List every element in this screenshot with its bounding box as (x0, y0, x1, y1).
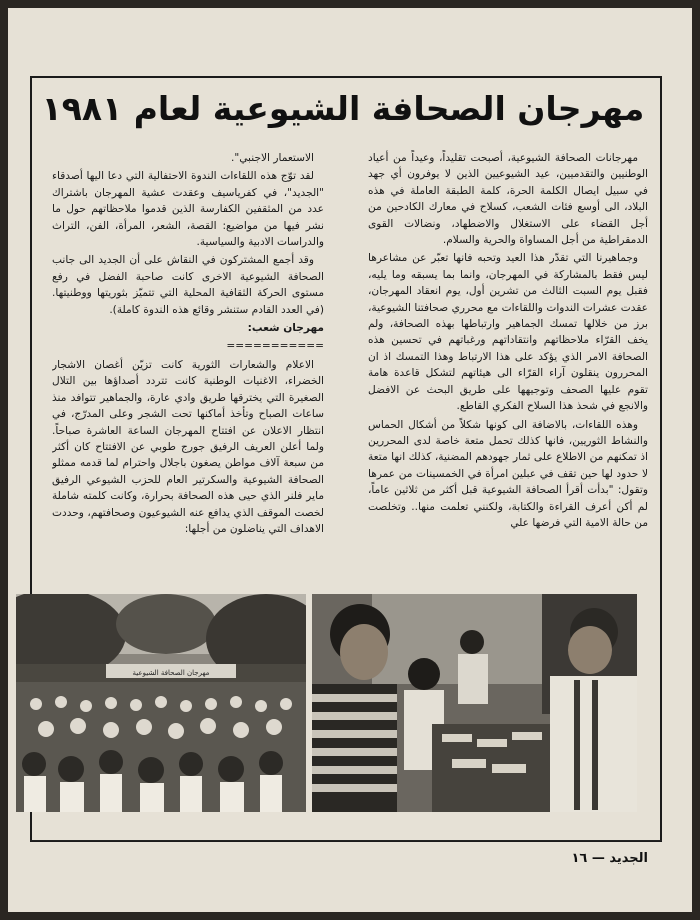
paragraph: وقد أجمع المشتركون في النقاش على أن الجديد الى جانب الصحافة الشيوعية الاخرى كانت صاحبة الفضل في رفع مستوى الحركة الثقافية المحلية التي تتميّز بثوريتها ووطنيتها. (في العدد القادم ستنشر وقائع هذه الندوة كاملة). (52, 254, 324, 316)
magazine-page (8, 8, 692, 912)
photo-crowd (16, 594, 306, 812)
section-title: مهرجان شعب: (247, 322, 324, 335)
section-rule: =========== (226, 340, 324, 353)
banner-text: مهرجان الصحافة الشيوعية (132, 669, 210, 677)
crowd-photo-image (16, 594, 306, 812)
photo-bookstall (312, 594, 637, 812)
footer-divider (30, 840, 662, 841)
article-column-left (52, 150, 324, 576)
paragraph: وهذه اللقاءات، بالاضافة الى كونها شكلاً من أشكال الحماس والنشاط الثوريين، فانها كذلك تحمل متعة خاصة لدى المحررين اذ تمكنهم من الاطلاع على ثمار جهودهم المضنية، كذلك انها متعة لا حدود لها حين تقف في عبلين امرأة في الخمسينات من عمرها وتقول: "بدأت أقرأ الصحافة الشيوعية قبل أكثر من ثلاثين عاماً، لم أكن أعرف القراءة والكتابة، ولكنني تعلمت منها.. وتخلصت من حالة الامية التي فرضها علي (368, 418, 648, 529)
headline: مهرجان الصحافة الشيوعية لعام ١٩٨١ (41, 89, 645, 128)
paragraph: الاعلام والشعارات الثورية كانت تزيّن أغصان الاشجار الخضراء، الاغنيات الوطنية كانت تتردد أصداؤها بين التلال الصغيرة التي يخترقها طريق وادي عارة، والجماهير تتوافد منذ ساعات الصباح وتأخذ أماكنها تحت الشجر وعلى المدرّج، في انتظار الاعلان عن افتتاح المهرجان الساعة العاشرة صباحاً. ولما أعلن العريف الرفيق جورج طوبي عن الافتتاح كان أكثر من سبعة آلاف مواطن يصغون باجلال واحترام لما قدمه ممثلو الصحافة الشيوعية والسكرتير العام للحزب الشيوعي الرفيق ماير فلنر الذي حيى هذه الصحافة بحرارة، وكانت كلمته شاملة لخصت الموقف الذي يدافع عنه الشيوعيون وصحافتهم، وحددت الاهداف التي يناضلون من أجلها: (52, 358, 324, 535)
bookstall-photo-image (312, 594, 637, 812)
page-footer: الجديد — ١٦ (571, 851, 648, 866)
paragraph: الاستعمار الاجنبي". (230, 152, 314, 164)
paragraph: وجماهيرنا التي تقدّر هذا العيد وتحبه فانها تعبّر عن مشاعرها ليس فقط بالمشاركة في المهرجان، وانما بما يسبقه وما يليه، فقبل يوم السبت الثالث من تشرين أول، يوم انعقاد المهرجان، عقدت عشرات الندوات واللقاءات مع محرري صحافتنا الشيوعية، برز من خلالها تمسك الجماهير وارتباطها بهذه الصحافة، ولم يخف القرّاء ملاحظاتهم وانتقاداتهم ورغباتهم في تحسين هذه الصحافة الامر الذي يؤكد على هذا الارتباط وهذا التمسك اذ ان المحررون ينقلون آراء القرّاء الى هيئاتهم لتشكل قاعدة هامة تقوم عليها الصحف وتوجيهها على طريق البحث عن الافضل والانجع في شحذ هذا السلاح الفكري القاطع. (368, 252, 648, 413)
article-column-right (368, 150, 648, 576)
paragraph: لقد توّج هذه اللقاءات الندوة الاحتفالية التي دعا اليها أصدقاء "الجديد"، في كفرياسيف وعقدت عشية المهرجان باشتراك عدد من المثقفين الكفارسة الذين قدموا ملاحظاتهم حول ما نشر فيها من مواضيع: القصة، الشعر، المرأة، الفن، التراث والدراسات الادبية والسياسية. (52, 170, 324, 249)
paragraph: مهرجانات الصحافة الشيوعية، أصبحت تقليداً، وعيداً من أعياد الوطنيين والتقدميين، عيد الشيوعيين الذين لا يوفرون أي جهد في سبيل ايصال الكلمة الحرة، كلمة الطبقة العاملة في هذه البلاد، الى أوسع فئات الشعب، كسلاح في معارك الكادحين من أجل القضاء على الاستغلال والاضطهاد، ونضالات القوى الدمقراطية من أجل المساواة والحرية والسلام. (368, 152, 648, 247)
